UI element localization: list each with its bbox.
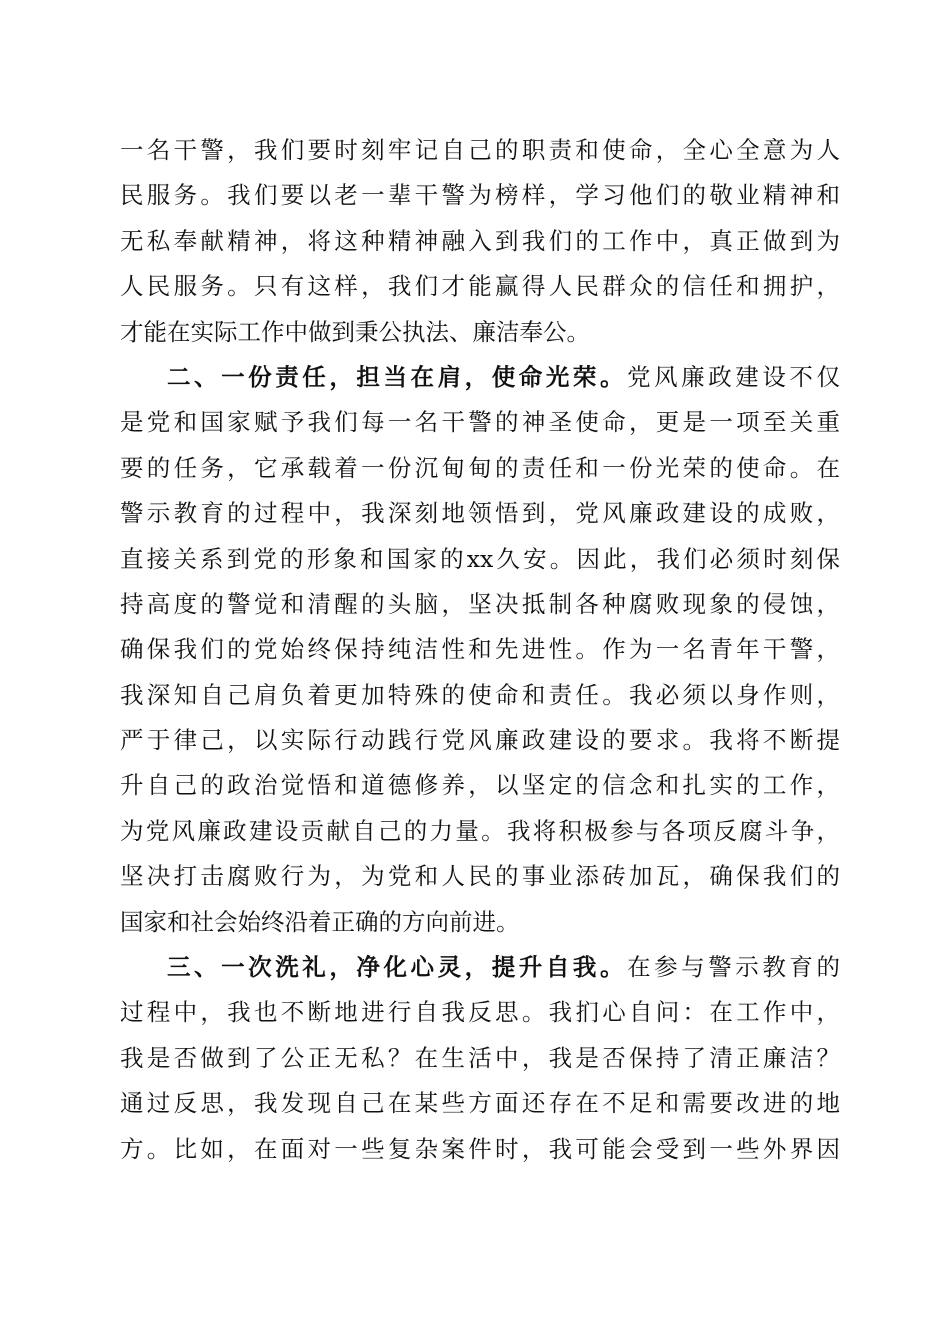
document-body xyxy=(120,128,840,1172)
text-line: 确保我们的党始终保持纯洁性和先进性。作为一名青年干警， xyxy=(120,635,840,664)
text-line: 才能在实际工作中做到秉公执法、廉洁奉公。 xyxy=(120,317,590,346)
text-span: 党风廉政建设不仅 xyxy=(627,362,840,391)
text-line: 要的任务，它承载着一份沉甸甸的责任和一份光荣的使命。在 xyxy=(120,453,840,482)
paragraph-1 xyxy=(120,128,840,355)
text-line: 我是否做到了公正无私？在生活中，我是否保持了清正廉洁？ xyxy=(120,1043,840,1072)
paragraph-first-line xyxy=(120,355,840,400)
text-line: 升自己的政治觉悟和道德修养，以坚定的信念和扎实的工作， xyxy=(120,771,840,800)
text-line: 我深知自己肩负着更加特殊的使命和责任。我必须以身作则， xyxy=(120,680,840,709)
text-line: 一名干警，我们要时刻牢记自己的职责和使命，全心全意为人 xyxy=(120,136,840,164)
text-line: 为党风廉政建设贡献自己的力量。我将积极参与各项反腐斗争， xyxy=(120,816,840,845)
paragraph-2 xyxy=(120,355,840,945)
text-line: 警示教育的过程中，我深刻地领悟到，党风廉政建设的成败， xyxy=(120,499,840,528)
text-line: 无私奉献精神，将这种精神融入到我们的工作中，真正做到为 xyxy=(120,226,840,255)
text-line: 人民服务。只有这样，我们才能赢得人民群众的信任和拥护， xyxy=(120,272,840,301)
text-line: 严于律己，以实际行动践行党风廉政建设的要求。我将不断提 xyxy=(120,726,840,755)
text-line: 是党和国家赋予我们每一名干警的神圣使命，更是一项至关重 xyxy=(120,408,840,437)
section-heading: 二、一份责任，担当在肩，使命光荣。 xyxy=(167,362,628,391)
text-span: 在参与警示教育的 xyxy=(627,953,840,982)
text-line: 通过反思，我发现自己在某些方面还存在不足和需要改进的地 xyxy=(120,1089,840,1118)
text-line: 民服务。我们要以老一辈干警为榜样，学习他们的敬业精神和 xyxy=(120,181,840,210)
paragraph-first-line xyxy=(120,945,840,990)
text-line: 直接关系到党的形象和国家的xx久安。因此，我们必须时刻保 xyxy=(120,544,840,573)
text-line: 持高度的警觉和清醒的头脑，坚决抵制各种腐败现象的侵蚀， xyxy=(120,589,840,618)
text-line: 过程中，我也不断地进行自我反思。我扪心自问：在工作中， xyxy=(120,998,840,1027)
paragraph-3 xyxy=(120,945,840,1172)
text-line: 方。比如，在面对一些复杂案件时，我可能会受到一些外界因 xyxy=(120,1134,840,1163)
text-line: 国家和社会始终沿着正确的方向前进。 xyxy=(120,907,520,936)
text-line: 坚决打击腐败行为，为党和人民的事业添砖加瓦，确保我们的 xyxy=(120,862,840,891)
section-heading: 三、一次洗礼，净化心灵，提升自我。 xyxy=(167,953,628,982)
